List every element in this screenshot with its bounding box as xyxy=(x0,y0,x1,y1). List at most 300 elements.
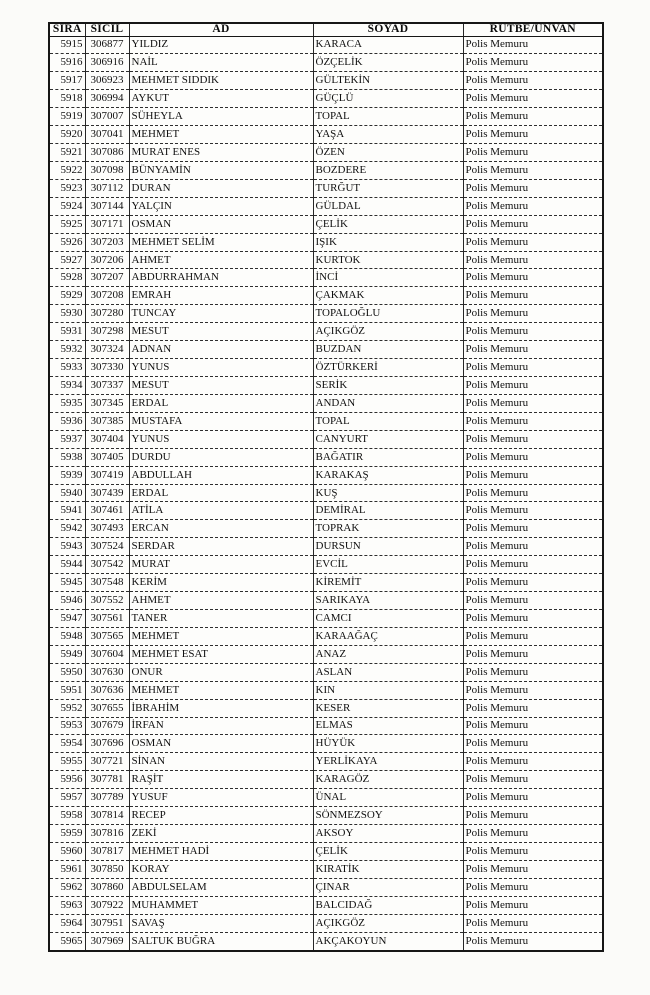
header-sicil: SİCİL xyxy=(85,23,129,36)
table-row xyxy=(49,896,603,914)
cell-ad: EMRAH xyxy=(129,287,313,305)
cell-sicil: 307561 xyxy=(85,610,129,628)
cell-soyad: ANDAN xyxy=(313,394,463,412)
cell-rutbe: Polis Memuru xyxy=(463,627,603,645)
cell-sicil: 307655 xyxy=(85,699,129,717)
cell-sira: 5937 xyxy=(49,430,85,448)
table-row xyxy=(49,735,603,753)
cell-rutbe: Polis Memuru xyxy=(463,520,603,538)
table-row xyxy=(49,233,603,251)
cell-soyad: SÖNMEZSOY xyxy=(313,807,463,825)
cell-sira: 5929 xyxy=(49,287,85,305)
cell-sicil: 307850 xyxy=(85,860,129,878)
cell-ad: ERCAN xyxy=(129,520,313,538)
cell-sira: 5939 xyxy=(49,466,85,484)
cell-soyad: AÇIKGÖZ xyxy=(313,914,463,932)
cell-ad: ATİLA xyxy=(129,502,313,520)
cell-ad: MUSTAFA xyxy=(129,412,313,430)
cell-soyad: BOZDERE xyxy=(313,161,463,179)
cell-ad: KERİM xyxy=(129,574,313,592)
cell-sira: 5945 xyxy=(49,574,85,592)
table-row xyxy=(49,825,603,843)
cell-sira: 5942 xyxy=(49,520,85,538)
cell-ad: MURAT ENES xyxy=(129,144,313,162)
table-row xyxy=(49,108,603,126)
table-row xyxy=(49,556,603,574)
cell-ad: MEHMET SELİM xyxy=(129,233,313,251)
cell-soyad: ÇINAR xyxy=(313,878,463,896)
cell-ad: ERDAL xyxy=(129,484,313,502)
cell-soyad: ANAZ xyxy=(313,645,463,663)
cell-rutbe: Polis Memuru xyxy=(463,251,603,269)
cell-rutbe: Polis Memuru xyxy=(463,771,603,789)
cell-sira: 5931 xyxy=(49,323,85,341)
cell-sira: 5916 xyxy=(49,54,85,72)
cell-ad: AYKUT xyxy=(129,90,313,108)
cell-sicil: 307203 xyxy=(85,233,129,251)
cell-sicil: 307461 xyxy=(85,502,129,520)
cell-sicil: 307814 xyxy=(85,807,129,825)
cell-ad: YILDIZ xyxy=(129,36,313,54)
cell-soyad: BUZDAN xyxy=(313,341,463,359)
cell-soyad: TOPALOĞLU xyxy=(313,305,463,323)
cell-soyad: DEMİRAL xyxy=(313,502,463,520)
cell-sicil: 307098 xyxy=(85,161,129,179)
cell-rutbe: Polis Memuru xyxy=(463,233,603,251)
cell-soyad: KESER xyxy=(313,699,463,717)
cell-rutbe: Polis Memuru xyxy=(463,556,603,574)
cell-sira: 5963 xyxy=(49,896,85,914)
cell-sira: 5944 xyxy=(49,556,85,574)
table-row xyxy=(49,878,603,896)
cell-rutbe: Polis Memuru xyxy=(463,412,603,430)
cell-sira: 5932 xyxy=(49,341,85,359)
cell-sira: 5950 xyxy=(49,663,85,681)
cell-sira: 5946 xyxy=(49,592,85,610)
cell-ad: MEHMET xyxy=(129,681,313,699)
cell-sira: 5918 xyxy=(49,90,85,108)
cell-rutbe: Polis Memuru xyxy=(463,932,603,951)
table-row xyxy=(49,914,603,932)
cell-rutbe: Polis Memuru xyxy=(463,323,603,341)
cell-rutbe: Polis Memuru xyxy=(463,215,603,233)
table-row xyxy=(49,287,603,305)
cell-ad: SERDAR xyxy=(129,538,313,556)
cell-sicil: 307636 xyxy=(85,681,129,699)
cell-ad: MEHMET HADİ xyxy=(129,842,313,860)
cell-rutbe: Polis Memuru xyxy=(463,735,603,753)
cell-sira: 5922 xyxy=(49,161,85,179)
cell-soyad: KARAAĞAÇ xyxy=(313,627,463,645)
cell-rutbe: Polis Memuru xyxy=(463,341,603,359)
cell-rutbe: Polis Memuru xyxy=(463,144,603,162)
cell-ad: TUNCAY xyxy=(129,305,313,323)
cell-rutbe: Polis Memuru xyxy=(463,663,603,681)
table-row xyxy=(49,699,603,717)
cell-sira: 5921 xyxy=(49,144,85,162)
cell-rutbe: Polis Memuru xyxy=(463,430,603,448)
cell-sicil: 307789 xyxy=(85,789,129,807)
table-row xyxy=(49,932,603,951)
cell-sicil: 307207 xyxy=(85,269,129,287)
table-row xyxy=(49,663,603,681)
cell-soyad: GÜLTEKİN xyxy=(313,72,463,90)
cell-sira: 5965 xyxy=(49,932,85,951)
cell-ad: AHMET xyxy=(129,592,313,610)
cell-sicil: 307817 xyxy=(85,842,129,860)
cell-soyad: ÜNAL xyxy=(313,789,463,807)
cell-rutbe: Polis Memuru xyxy=(463,860,603,878)
cell-ad: ADNAN xyxy=(129,341,313,359)
table-row xyxy=(49,126,603,144)
cell-rutbe: Polis Memuru xyxy=(463,842,603,860)
cell-sira: 5956 xyxy=(49,771,85,789)
table-row xyxy=(49,341,603,359)
cell-sicil: 307144 xyxy=(85,197,129,215)
cell-ad: ERDAL xyxy=(129,394,313,412)
cell-sira: 5941 xyxy=(49,502,85,520)
cell-sira: 5934 xyxy=(49,377,85,395)
cell-sicil: 307404 xyxy=(85,430,129,448)
cell-soyad: ASLAN xyxy=(313,663,463,681)
table-row xyxy=(49,592,603,610)
cell-rutbe: Polis Memuru xyxy=(463,359,603,377)
table-header-row xyxy=(49,23,603,36)
cell-soyad: TOPRAK xyxy=(313,520,463,538)
cell-sira: 5923 xyxy=(49,179,85,197)
cell-rutbe: Polis Memuru xyxy=(463,502,603,520)
cell-sira: 5943 xyxy=(49,538,85,556)
cell-sicil: 307951 xyxy=(85,914,129,932)
cell-soyad: HÜYÜK xyxy=(313,735,463,753)
table-row xyxy=(49,394,603,412)
table-row xyxy=(49,305,603,323)
cell-rutbe: Polis Memuru xyxy=(463,592,603,610)
cell-rutbe: Polis Memuru xyxy=(463,36,603,54)
cell-rutbe: Polis Memuru xyxy=(463,825,603,843)
cell-sicil: 307345 xyxy=(85,394,129,412)
cell-soyad: CAMCI xyxy=(313,610,463,628)
cell-sicil: 307548 xyxy=(85,574,129,592)
cell-sicil: 307405 xyxy=(85,448,129,466)
cell-sira: 5955 xyxy=(49,753,85,771)
cell-rutbe: Polis Memuru xyxy=(463,538,603,556)
cell-soyad: KİREMİT xyxy=(313,574,463,592)
table-row xyxy=(49,502,603,520)
cell-ad: AHMET xyxy=(129,251,313,269)
cell-rutbe: Polis Memuru xyxy=(463,789,603,807)
cell-sira: 5938 xyxy=(49,448,85,466)
table-row xyxy=(49,860,603,878)
cell-rutbe: Polis Memuru xyxy=(463,753,603,771)
cell-soyad: GÜLDAL xyxy=(313,197,463,215)
cell-ad: MUHAMMET xyxy=(129,896,313,914)
cell-rutbe: Polis Memuru xyxy=(463,914,603,932)
cell-sicil: 307493 xyxy=(85,520,129,538)
cell-soyad: ÖZTÜRKERİ xyxy=(313,359,463,377)
cell-soyad: ÇELİK xyxy=(313,215,463,233)
table-row xyxy=(49,36,603,54)
cell-sicil: 306916 xyxy=(85,54,129,72)
cell-sira: 5948 xyxy=(49,627,85,645)
cell-sira: 5961 xyxy=(49,860,85,878)
cell-sicil: 307086 xyxy=(85,144,129,162)
cell-ad: MEHMET xyxy=(129,126,313,144)
cell-rutbe: Polis Memuru xyxy=(463,394,603,412)
cell-rutbe: Polis Memuru xyxy=(463,574,603,592)
cell-ad: İRFAN xyxy=(129,717,313,735)
cell-rutbe: Polis Memuru xyxy=(463,896,603,914)
table-row xyxy=(49,144,603,162)
cell-soyad: KUŞ xyxy=(313,484,463,502)
cell-sira: 5952 xyxy=(49,699,85,717)
cell-sicil: 307604 xyxy=(85,645,129,663)
cell-rutbe: Polis Memuru xyxy=(463,878,603,896)
cell-ad: ABDULLAH xyxy=(129,466,313,484)
table-row xyxy=(49,430,603,448)
cell-sicil: 307280 xyxy=(85,305,129,323)
cell-soyad: ÖZÇELİK xyxy=(313,54,463,72)
cell-soyad: SERİK xyxy=(313,377,463,395)
table-row xyxy=(49,197,603,215)
cell-soyad: YERLİKAYA xyxy=(313,753,463,771)
cell-sicil: 307337 xyxy=(85,377,129,395)
table-row xyxy=(49,54,603,72)
cell-sira: 5927 xyxy=(49,251,85,269)
cell-soyad: EVCİL xyxy=(313,556,463,574)
cell-soyad: KIN xyxy=(313,681,463,699)
cell-rutbe: Polis Memuru xyxy=(463,305,603,323)
cell-rutbe: Polis Memuru xyxy=(463,197,603,215)
table-row xyxy=(49,807,603,825)
cell-sira: 5930 xyxy=(49,305,85,323)
cell-soyad: BAĞATIR xyxy=(313,448,463,466)
cell-sicil: 307419 xyxy=(85,466,129,484)
cell-rutbe: Polis Memuru xyxy=(463,126,603,144)
cell-rutbe: Polis Memuru xyxy=(463,287,603,305)
cell-ad: ONUR xyxy=(129,663,313,681)
table-row xyxy=(49,842,603,860)
table-row xyxy=(49,753,603,771)
cell-sicil: 307630 xyxy=(85,663,129,681)
table-row xyxy=(49,574,603,592)
cell-sira: 5962 xyxy=(49,878,85,896)
cell-sicil: 307542 xyxy=(85,556,129,574)
table-row xyxy=(49,412,603,430)
cell-sira: 5928 xyxy=(49,269,85,287)
cell-soyad: YAŞA xyxy=(313,126,463,144)
table-body xyxy=(49,36,603,951)
cell-ad: OSMAN xyxy=(129,215,313,233)
cell-soyad: KARAKAŞ xyxy=(313,466,463,484)
cell-ad: DURAN xyxy=(129,179,313,197)
cell-sicil: 307385 xyxy=(85,412,129,430)
cell-sira: 5954 xyxy=(49,735,85,753)
cell-soyad: DURSUN xyxy=(313,538,463,556)
cell-soyad: TOPAL xyxy=(313,108,463,126)
table-row xyxy=(49,215,603,233)
cell-soyad: AKÇAKOYUN xyxy=(313,932,463,951)
table-row xyxy=(49,179,603,197)
table-row xyxy=(49,466,603,484)
cell-soyad: GÜÇLÜ xyxy=(313,90,463,108)
cell-ad: MESUT xyxy=(129,323,313,341)
cell-sira: 5953 xyxy=(49,717,85,735)
cell-soyad: ÖZEN xyxy=(313,144,463,162)
header-rutbe-unvan: RÜTBE/UNVAN xyxy=(463,23,603,36)
cell-sira: 5959 xyxy=(49,825,85,843)
cell-sicil: 307565 xyxy=(85,627,129,645)
cell-sira: 5919 xyxy=(49,108,85,126)
cell-ad: OSMAN xyxy=(129,735,313,753)
cell-sira: 5940 xyxy=(49,484,85,502)
cell-sicil: 307552 xyxy=(85,592,129,610)
cell-sira: 5917 xyxy=(49,72,85,90)
cell-soyad: SARIKAYA xyxy=(313,592,463,610)
personnel-table xyxy=(48,22,604,952)
cell-ad: MEHMET SIDDIK xyxy=(129,72,313,90)
cell-sicil: 306923 xyxy=(85,72,129,90)
cell-sicil: 306994 xyxy=(85,90,129,108)
cell-rutbe: Polis Memuru xyxy=(463,90,603,108)
cell-ad: TANER xyxy=(129,610,313,628)
cell-ad: YALÇIN xyxy=(129,197,313,215)
cell-sicil: 307206 xyxy=(85,251,129,269)
cell-soyad: KARACA xyxy=(313,36,463,54)
cell-sicil: 307922 xyxy=(85,896,129,914)
cell-sira: 5936 xyxy=(49,412,85,430)
cell-rutbe: Polis Memuru xyxy=(463,72,603,90)
cell-sicil: 307208 xyxy=(85,287,129,305)
cell-sira: 5960 xyxy=(49,842,85,860)
cell-sira: 5957 xyxy=(49,789,85,807)
cell-soyad: BALCIDAĞ xyxy=(313,896,463,914)
cell-sicil: 307007 xyxy=(85,108,129,126)
cell-sicil: 307041 xyxy=(85,126,129,144)
cell-sira: 5920 xyxy=(49,126,85,144)
cell-sicil: 307524 xyxy=(85,538,129,556)
cell-sicil: 307439 xyxy=(85,484,129,502)
cell-ad: KORAY xyxy=(129,860,313,878)
cell-ad: NAİL xyxy=(129,54,313,72)
cell-ad: YUNUS xyxy=(129,430,313,448)
table-row xyxy=(49,90,603,108)
cell-ad: RECEP xyxy=(129,807,313,825)
cell-sicil: 306877 xyxy=(85,36,129,54)
cell-ad: MESUT xyxy=(129,377,313,395)
table-row xyxy=(49,161,603,179)
table-row xyxy=(49,681,603,699)
cell-soyad: IŞIK xyxy=(313,233,463,251)
cell-sicil: 307696 xyxy=(85,735,129,753)
cell-soyad: ÇELİK xyxy=(313,842,463,860)
cell-sicil: 307721 xyxy=(85,753,129,771)
cell-sicil: 307816 xyxy=(85,825,129,843)
cell-soyad: ÇAKMAK xyxy=(313,287,463,305)
cell-sicil: 307324 xyxy=(85,341,129,359)
cell-ad: ZEKİ xyxy=(129,825,313,843)
cell-soyad: KIRATİK xyxy=(313,860,463,878)
cell-rutbe: Polis Memuru xyxy=(463,681,603,699)
cell-ad: DURDU xyxy=(129,448,313,466)
cell-sicil: 307330 xyxy=(85,359,129,377)
cell-sicil: 307171 xyxy=(85,215,129,233)
cell-sicil: 307969 xyxy=(85,932,129,951)
cell-ad: YUSUF xyxy=(129,789,313,807)
cell-ad: SİNAN xyxy=(129,753,313,771)
table-row xyxy=(49,251,603,269)
cell-soyad: CANYURT xyxy=(313,430,463,448)
cell-sicil: 307781 xyxy=(85,771,129,789)
cell-sicil: 307860 xyxy=(85,878,129,896)
cell-ad: SÜHEYLA xyxy=(129,108,313,126)
table-row xyxy=(49,771,603,789)
cell-rutbe: Polis Memuru xyxy=(463,161,603,179)
cell-rutbe: Polis Memuru xyxy=(463,645,603,663)
cell-rutbe: Polis Memuru xyxy=(463,484,603,502)
header-ad: AD xyxy=(129,23,313,36)
cell-sira: 5915 xyxy=(49,36,85,54)
cell-soyad: AÇIKGÖZ xyxy=(313,323,463,341)
cell-sira: 5935 xyxy=(49,394,85,412)
cell-rutbe: Polis Memuru xyxy=(463,699,603,717)
cell-ad: YUNUS xyxy=(129,359,313,377)
table-row xyxy=(49,269,603,287)
table-row xyxy=(49,645,603,663)
cell-soyad: KURTOK xyxy=(313,251,463,269)
cell-soyad: AKSOY xyxy=(313,825,463,843)
table-row xyxy=(49,717,603,735)
cell-rutbe: Polis Memuru xyxy=(463,108,603,126)
table-row xyxy=(49,789,603,807)
cell-soyad: TURĞUT xyxy=(313,179,463,197)
cell-ad: İBRAHİM xyxy=(129,699,313,717)
cell-ad: SAVAŞ xyxy=(129,914,313,932)
cell-sira: 5925 xyxy=(49,215,85,233)
table-row xyxy=(49,72,603,90)
cell-soyad: KARAGÖZ xyxy=(313,771,463,789)
cell-soyad: İNCİ xyxy=(313,269,463,287)
table-row xyxy=(49,484,603,502)
header-sira: SIRA xyxy=(49,23,85,36)
cell-ad: ABDULSELAM xyxy=(129,878,313,896)
cell-rutbe: Polis Memuru xyxy=(463,717,603,735)
cell-sira: 5951 xyxy=(49,681,85,699)
cell-ad: SALTUK BUĞRA xyxy=(129,932,313,951)
table-row xyxy=(49,323,603,341)
cell-ad: RAŞİT xyxy=(129,771,313,789)
cell-sira: 5947 xyxy=(49,610,85,628)
cell-sira: 5958 xyxy=(49,807,85,825)
cell-rutbe: Polis Memuru xyxy=(463,54,603,72)
header-soyad: SOYAD xyxy=(313,23,463,36)
cell-sira: 5933 xyxy=(49,359,85,377)
table-row xyxy=(49,359,603,377)
cell-rutbe: Polis Memuru xyxy=(463,448,603,466)
cell-sira: 5964 xyxy=(49,914,85,932)
cell-rutbe: Polis Memuru xyxy=(463,466,603,484)
cell-ad: ABDURRAHMAN xyxy=(129,269,313,287)
table-row xyxy=(49,520,603,538)
cell-rutbe: Polis Memuru xyxy=(463,807,603,825)
cell-ad: MEHMET ESAT xyxy=(129,645,313,663)
table-row xyxy=(49,538,603,556)
cell-sicil: 307679 xyxy=(85,717,129,735)
cell-soyad: ELMAS xyxy=(313,717,463,735)
table-row xyxy=(49,377,603,395)
cell-rutbe: Polis Memuru xyxy=(463,269,603,287)
table-row xyxy=(49,627,603,645)
